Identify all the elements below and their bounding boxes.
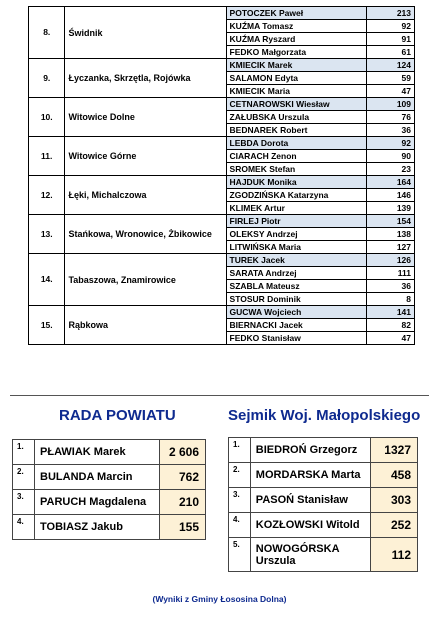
- candidate-name: CETNAROWSKI Wiesław: [226, 98, 367, 111]
- district-number: 10.: [29, 98, 65, 137]
- district-number: 11.: [29, 137, 65, 176]
- result-row: [13, 490, 206, 515]
- candidate-name: FEDKO Stanisław: [226, 332, 367, 345]
- candidate-name: BIEDROŃ Grzegorz: [250, 438, 370, 463]
- candidate-votes: 127: [367, 241, 415, 254]
- candidate-name: KUŹMA Tomasz: [226, 20, 367, 33]
- candidate-row: [29, 254, 415, 267]
- result-row: [229, 513, 418, 538]
- result-row: [229, 438, 418, 463]
- candidate-votes: 111: [367, 267, 415, 280]
- candidate-name: KOZŁOWSKI Witold: [250, 513, 370, 538]
- district-place: Łęki, Michalczowa: [65, 176, 226, 215]
- candidate-name: SZABLA Mateusz: [226, 280, 367, 293]
- candidate-name: PASOŃ Stanisław: [250, 488, 370, 513]
- candidate-name: SALAMON Edyta: [226, 72, 367, 85]
- district-place: Łyczanka, Skrzętla, Rojówka: [65, 59, 226, 98]
- candidate-name: PARUCH Magdalena: [35, 490, 160, 515]
- candidate-votes: 76: [367, 111, 415, 124]
- candidate-votes: 112: [371, 538, 418, 572]
- candidate-votes: 47: [367, 85, 415, 98]
- candidate-name: BULANDA Marcin: [35, 465, 160, 490]
- candidate-name: KMIECIK Maria: [226, 85, 367, 98]
- candidate-votes: 146: [367, 189, 415, 202]
- result-row: [13, 515, 206, 540]
- rada-powiatu-title: RADA POWIATU: [59, 407, 176, 424]
- candidate-votes: 210: [159, 490, 205, 515]
- result-row: [229, 538, 418, 572]
- source-note: (Wyniki z Gminy Łososina Dolna): [152, 594, 287, 604]
- row-number: 1.: [229, 438, 251, 463]
- candidate-name: HAJDUK Monika: [226, 176, 367, 189]
- candidate-name: NOWOGÓRSKA Urszula: [250, 538, 370, 572]
- district-place: Stańkowa, Wronowice, Żbikowice: [65, 215, 226, 254]
- candidate-name: MORDARSKA Marta: [250, 463, 370, 488]
- candidate-votes: 124: [367, 59, 415, 72]
- candidate-votes: 126: [367, 254, 415, 267]
- row-number: 3.: [13, 490, 35, 515]
- candidate-name: POTOCZEK Paweł: [226, 7, 367, 20]
- candidate-votes: 155: [159, 515, 205, 540]
- district-place: Rąbkowa: [65, 306, 226, 345]
- result-row: [229, 463, 418, 488]
- candidate-name: SARATA Andrzej: [226, 267, 367, 280]
- district-place: Świdnik: [65, 7, 226, 59]
- candidate-votes: 164: [367, 176, 415, 189]
- candidate-votes: 47: [367, 332, 415, 345]
- candidate-votes: 303: [371, 488, 418, 513]
- result-row: [229, 488, 418, 513]
- candidate-votes: 8: [367, 293, 415, 306]
- result-row: [13, 465, 206, 490]
- candidate-votes: 762: [159, 465, 205, 490]
- candidate-name: SROMEK Stefan: [226, 163, 367, 176]
- candidate-votes: 59: [367, 72, 415, 85]
- candidate-name: FIRLEJ Piotr: [226, 215, 367, 228]
- candidate-votes: 92: [367, 137, 415, 150]
- candidate-name: KLIMEK Artur: [226, 202, 367, 215]
- district-number: 15.: [29, 306, 65, 345]
- row-number: 5.: [229, 538, 251, 572]
- sejmik-table: [228, 437, 418, 572]
- candidate-name: LITWIŃSKA Maria: [226, 241, 367, 254]
- rada-powiatu-table: [12, 439, 206, 540]
- candidate-votes: 36: [367, 124, 415, 137]
- candidate-name: FEDKO Małgorzata: [226, 46, 367, 59]
- candidate-name: KMIECIK Marek: [226, 59, 367, 72]
- candidate-votes: 139: [367, 202, 415, 215]
- candidate-name: ZAŁUBSKA Urszula: [226, 111, 367, 124]
- candidate-votes: 61: [367, 46, 415, 59]
- candidate-votes: 90: [367, 150, 415, 163]
- candidate-row: [29, 7, 415, 20]
- candidate-votes: 154: [367, 215, 415, 228]
- candidate-name: BEDNAREK Robert: [226, 124, 367, 137]
- district-number: 13.: [29, 215, 65, 254]
- row-number: 2.: [13, 465, 35, 490]
- candidate-name: OLEKSY Andrzej: [226, 228, 367, 241]
- candidate-votes: 109: [367, 98, 415, 111]
- candidate-row: [29, 98, 415, 111]
- row-number: 1.: [13, 440, 35, 465]
- candidate-name: LEBDA Dorota: [226, 137, 367, 150]
- candidate-votes: 82: [367, 319, 415, 332]
- row-number: 4.: [13, 515, 35, 540]
- row-number: 2.: [229, 463, 251, 488]
- candidate-name: STOSUR Dominik: [226, 293, 367, 306]
- candidate-name: TUREK Jacek: [226, 254, 367, 267]
- candidate-votes: 1327: [371, 438, 418, 463]
- candidate-votes: 2 606: [159, 440, 205, 465]
- district-number: 9.: [29, 59, 65, 98]
- row-number: 3.: [229, 488, 251, 513]
- candidate-votes: 91: [367, 33, 415, 46]
- candidate-name: TOBIASZ Jakub: [35, 515, 160, 540]
- candidate-row: [29, 59, 415, 72]
- candidate-votes: 36: [367, 280, 415, 293]
- district-number: 14.: [29, 254, 65, 306]
- candidate-votes: 252: [371, 513, 418, 538]
- candidate-name: ZGODZIŃSKA Katarzyna: [226, 189, 367, 202]
- district-place: Witowice Dolne: [65, 98, 226, 137]
- candidate-name: BIERNACKI Jacek: [226, 319, 367, 332]
- district-number: 12.: [29, 176, 65, 215]
- candidate-votes: 141: [367, 306, 415, 319]
- district-number: 8.: [29, 7, 65, 59]
- section-divider: [10, 395, 429, 396]
- district-place: Tabaszowa, Znamirowice: [65, 254, 226, 306]
- district-results-table: [28, 6, 415, 345]
- candidate-votes: 92: [367, 20, 415, 33]
- candidate-votes: 458: [371, 463, 418, 488]
- candidate-votes: 23: [367, 163, 415, 176]
- result-row: [13, 440, 206, 465]
- candidate-name: KUŹMA Ryszard: [226, 33, 367, 46]
- candidate-votes: 213: [367, 7, 415, 20]
- candidate-votes: 138: [367, 228, 415, 241]
- candidate-row: [29, 137, 415, 150]
- candidate-row: [29, 215, 415, 228]
- district-place: Witowice Górne: [65, 137, 226, 176]
- candidate-name: PŁAWIAK Marek: [35, 440, 160, 465]
- candidate-row: [29, 306, 415, 319]
- row-number: 4.: [229, 513, 251, 538]
- candidate-row: [29, 176, 415, 189]
- candidate-name: GUCWA Wojciech: [226, 306, 367, 319]
- sejmik-title: Sejmik Woj. Małopolskiego: [228, 407, 421, 424]
- candidate-name: CIARACH Zenon: [226, 150, 367, 163]
